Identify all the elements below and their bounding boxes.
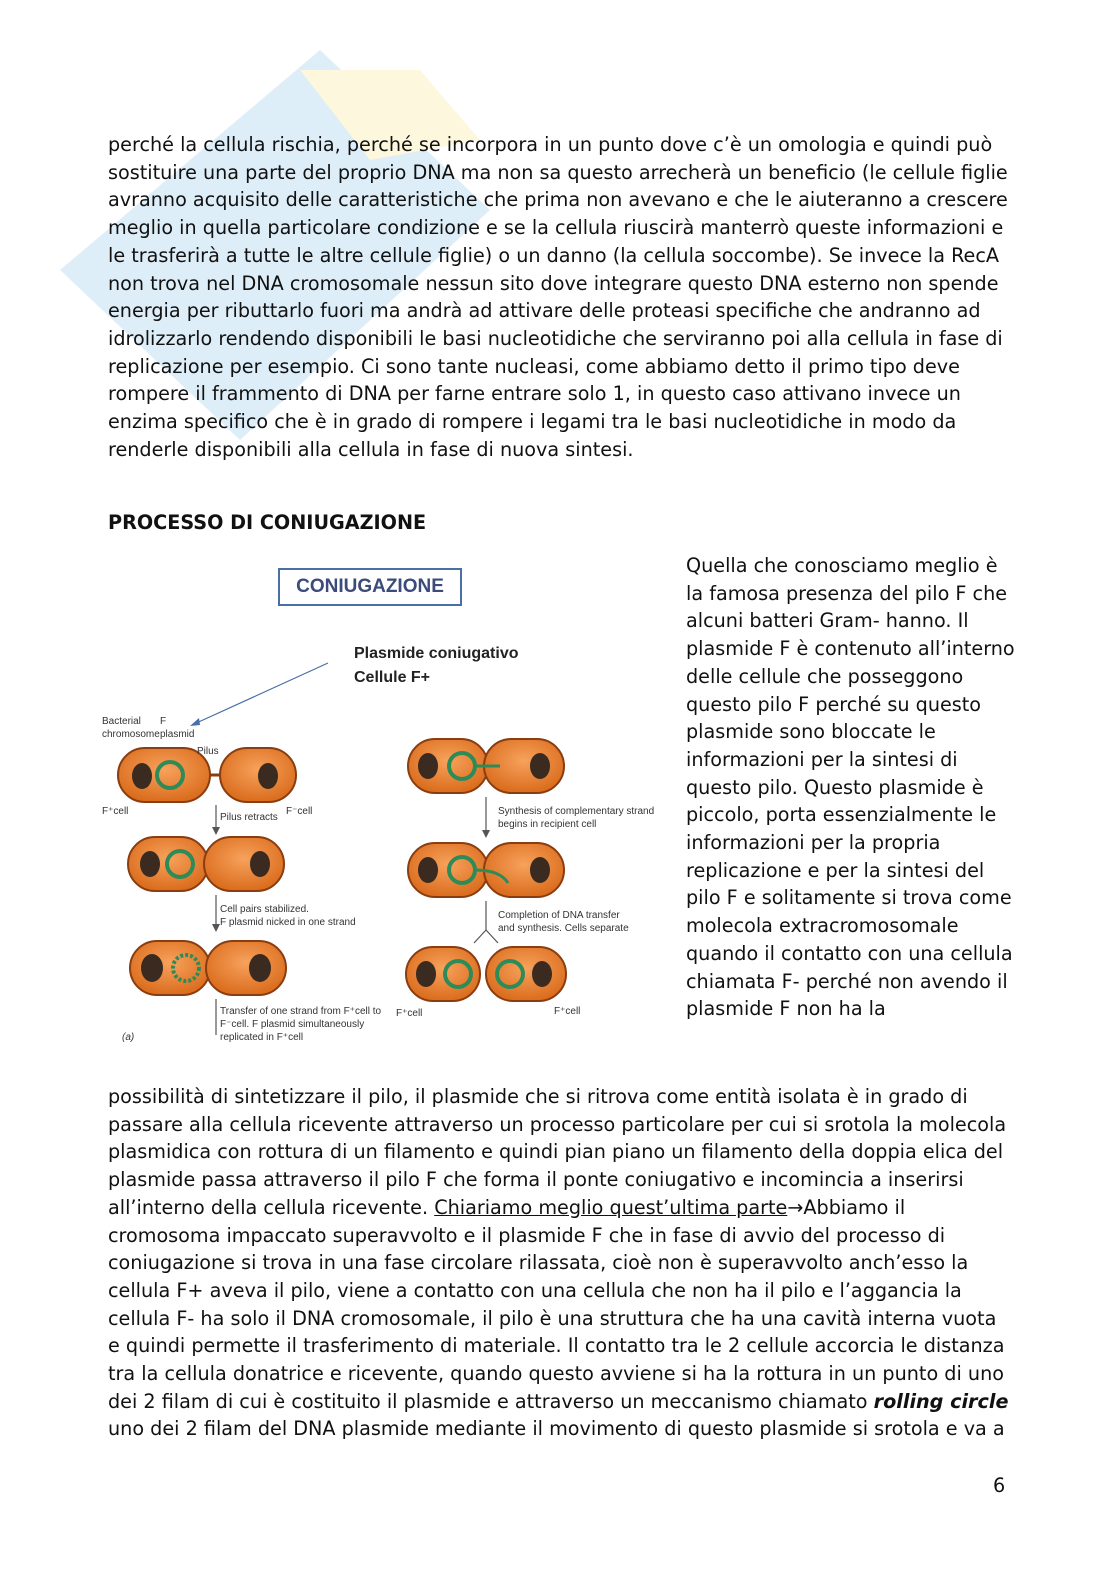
recipient-cell [220, 748, 296, 802]
body-paragraph-2: Quella che conosciamo meglio è la famosa presenza del pilo F che alcuni batteri Gram- hanno. Il plasmide F è contenuto all’interno delle cellule che posseggono questo pilo F perché su questo plasmide sono bloccate le informazioni per la sintesi di questo pilo. Questo plasmide è piccolo, porta essenzialmente le informazioni per la propria replicazione e per la sintesi del pilo F e solitamente si trova come molecola extracromosomale quando il contatto con una cellula chiamata F- perché non avendo il plasmide F non ha la [686, 554, 1015, 1021]
label-completion: Completion of DNA transfer and synthesis. Cells separate [498, 910, 629, 934]
figure-subtitle-line2: Cellule F+ [354, 669, 431, 686]
left-row3-cells [130, 941, 286, 995]
label-bacterial-chromosome: Bacterial chromosome [102, 716, 160, 740]
body-paragraph-1: perché la cellula rischia, perché se incorpora in un punto dove c’è un omologia e quindi può sostituire una parte del proprio DNA ma non sa questo arrecherà un beneficio (le cellule figlie avranno acquisito delle caratteristiche che prima non avevano e che le aiuteranno a crescere meglio in quella particolare condizione e se la cellula riuscirà manterrò queste informazioni e le trasferirà a tutte le altre cellule figlie) o un danno (la cellula soccombe). Se invece la RecA non trova nel DNA cromosomale nessun sito dove integrare questo DNA esterno non spende energia per ributtarlo fuori ma andrà ad attivare delle proteasi specifiche che andranno ad idrolizzarlo rendendo disponibili le basi nucleotidiche che serviranno poi alla cellula in fase di replicazione per esempio. Ci sono tante nucleasi, come abbiamo detto il primo tipo deve rompere il frammento di DNA per farne entrare solo 1, in questo caso attivano invece un enzima specifico che è in grado di rompere i legami tra le basi nucleotidiche in modo da renderle disponibili alla cellula in fase di nuova sintesi. [108, 133, 1008, 461]
label-f-plus-cell-left: F⁺cell [102, 806, 129, 817]
pointer-arrow [192, 663, 328, 725]
left-row2-cells [128, 837, 284, 891]
chromosome [258, 763, 278, 789]
arrow-glyph: → [787, 1195, 804, 1219]
paragraph3-part-c: uno dei 2 filam del DNA plasmide mediante il movimento di questo plasmide si srotola e va a [108, 1417, 1005, 1441]
paragraph3-part-b: Abbiamo il cromosoma impaccato superavvolto e il plasmide F che in fase di avvio del processo di coniugazione si trova in una fase circolare rilassata, cioè non è superavvolto anch’esso la cellula F+ aveva il pilo, viene a contatto con una cellula che non ha il pilo e l’aggancia la cellula F- ha solo il DNA cromosomale, il pilo è una struttura che ha una cavità interna vuota e quindi permette il trasferimento di materiale. Il contatto tra le 2 cellule accorcia le distanza tra la cellula donatrice e ricevente, quando questo avviene si ha la rottura in un punto di uno dei 2 filam di cui è costituito il plasmide e attraverso un meccanismo chiamato [108, 1195, 1005, 1413]
label-synthesis: Synthesis of complementary strand begins in recipient cell [498, 806, 655, 830]
label-f-plus-cell-right-2: F⁺cell [554, 1006, 581, 1017]
label-pilus-retracts: Pilus retracts [220, 812, 278, 823]
figure-title: CONIUGAZIONE [278, 568, 462, 606]
label-f-minus-cell-left: F⁻cell [286, 806, 313, 817]
chromosome [132, 763, 152, 789]
label-panel-a: (a) [122, 1032, 135, 1043]
underlined-clarification-link: Chiariamo meglio quest’ultima parte [434, 1195, 788, 1219]
page-number: 6 [993, 1474, 1006, 1497]
paragraph3-part-a: possibilità di sintetizzare il pilo, il plasmide che si ritrova come entità isolata è in grado di passare alla cellula ricevente attraverso un processo particolare per cui si srotola la molecola plasmidica con rottura di un filamento e quindi pian piano un filamento della doppia elica del plasmide passa attraverso il pilo F che forma il ponte coniugativo e incomincia a inserirsi all’interno della cellula ricevente. [108, 1085, 1007, 1219]
right-row3-cells [406, 947, 566, 1001]
conjugation-figure [100, 565, 660, 1065]
right-row1-cells [408, 739, 564, 793]
section-heading: PROCESSO DI CONIUGAZIONE [108, 511, 427, 534]
body-paragraph-3 [108, 1083, 1013, 1443]
label-cell-pairs: Cell pairs stabilized. F plasmid nicked in one strand [220, 904, 356, 928]
label-transfer: Transfer of one strand from F⁺cell to F⁻cell. F plasmid simultaneously replicated in F⁺cell [220, 1006, 382, 1043]
label-pilus: Pilus [197, 746, 219, 757]
right-row2-cells [408, 843, 564, 897]
figure-subtitle-line1: Plasmide coniugativo [354, 645, 519, 662]
label-f-plasmid: F plasmid [160, 716, 195, 740]
label-f-plus-cell-right-1: F⁺cell [396, 1008, 423, 1019]
rolling-circle-term: rolling circle [873, 1389, 1009, 1413]
